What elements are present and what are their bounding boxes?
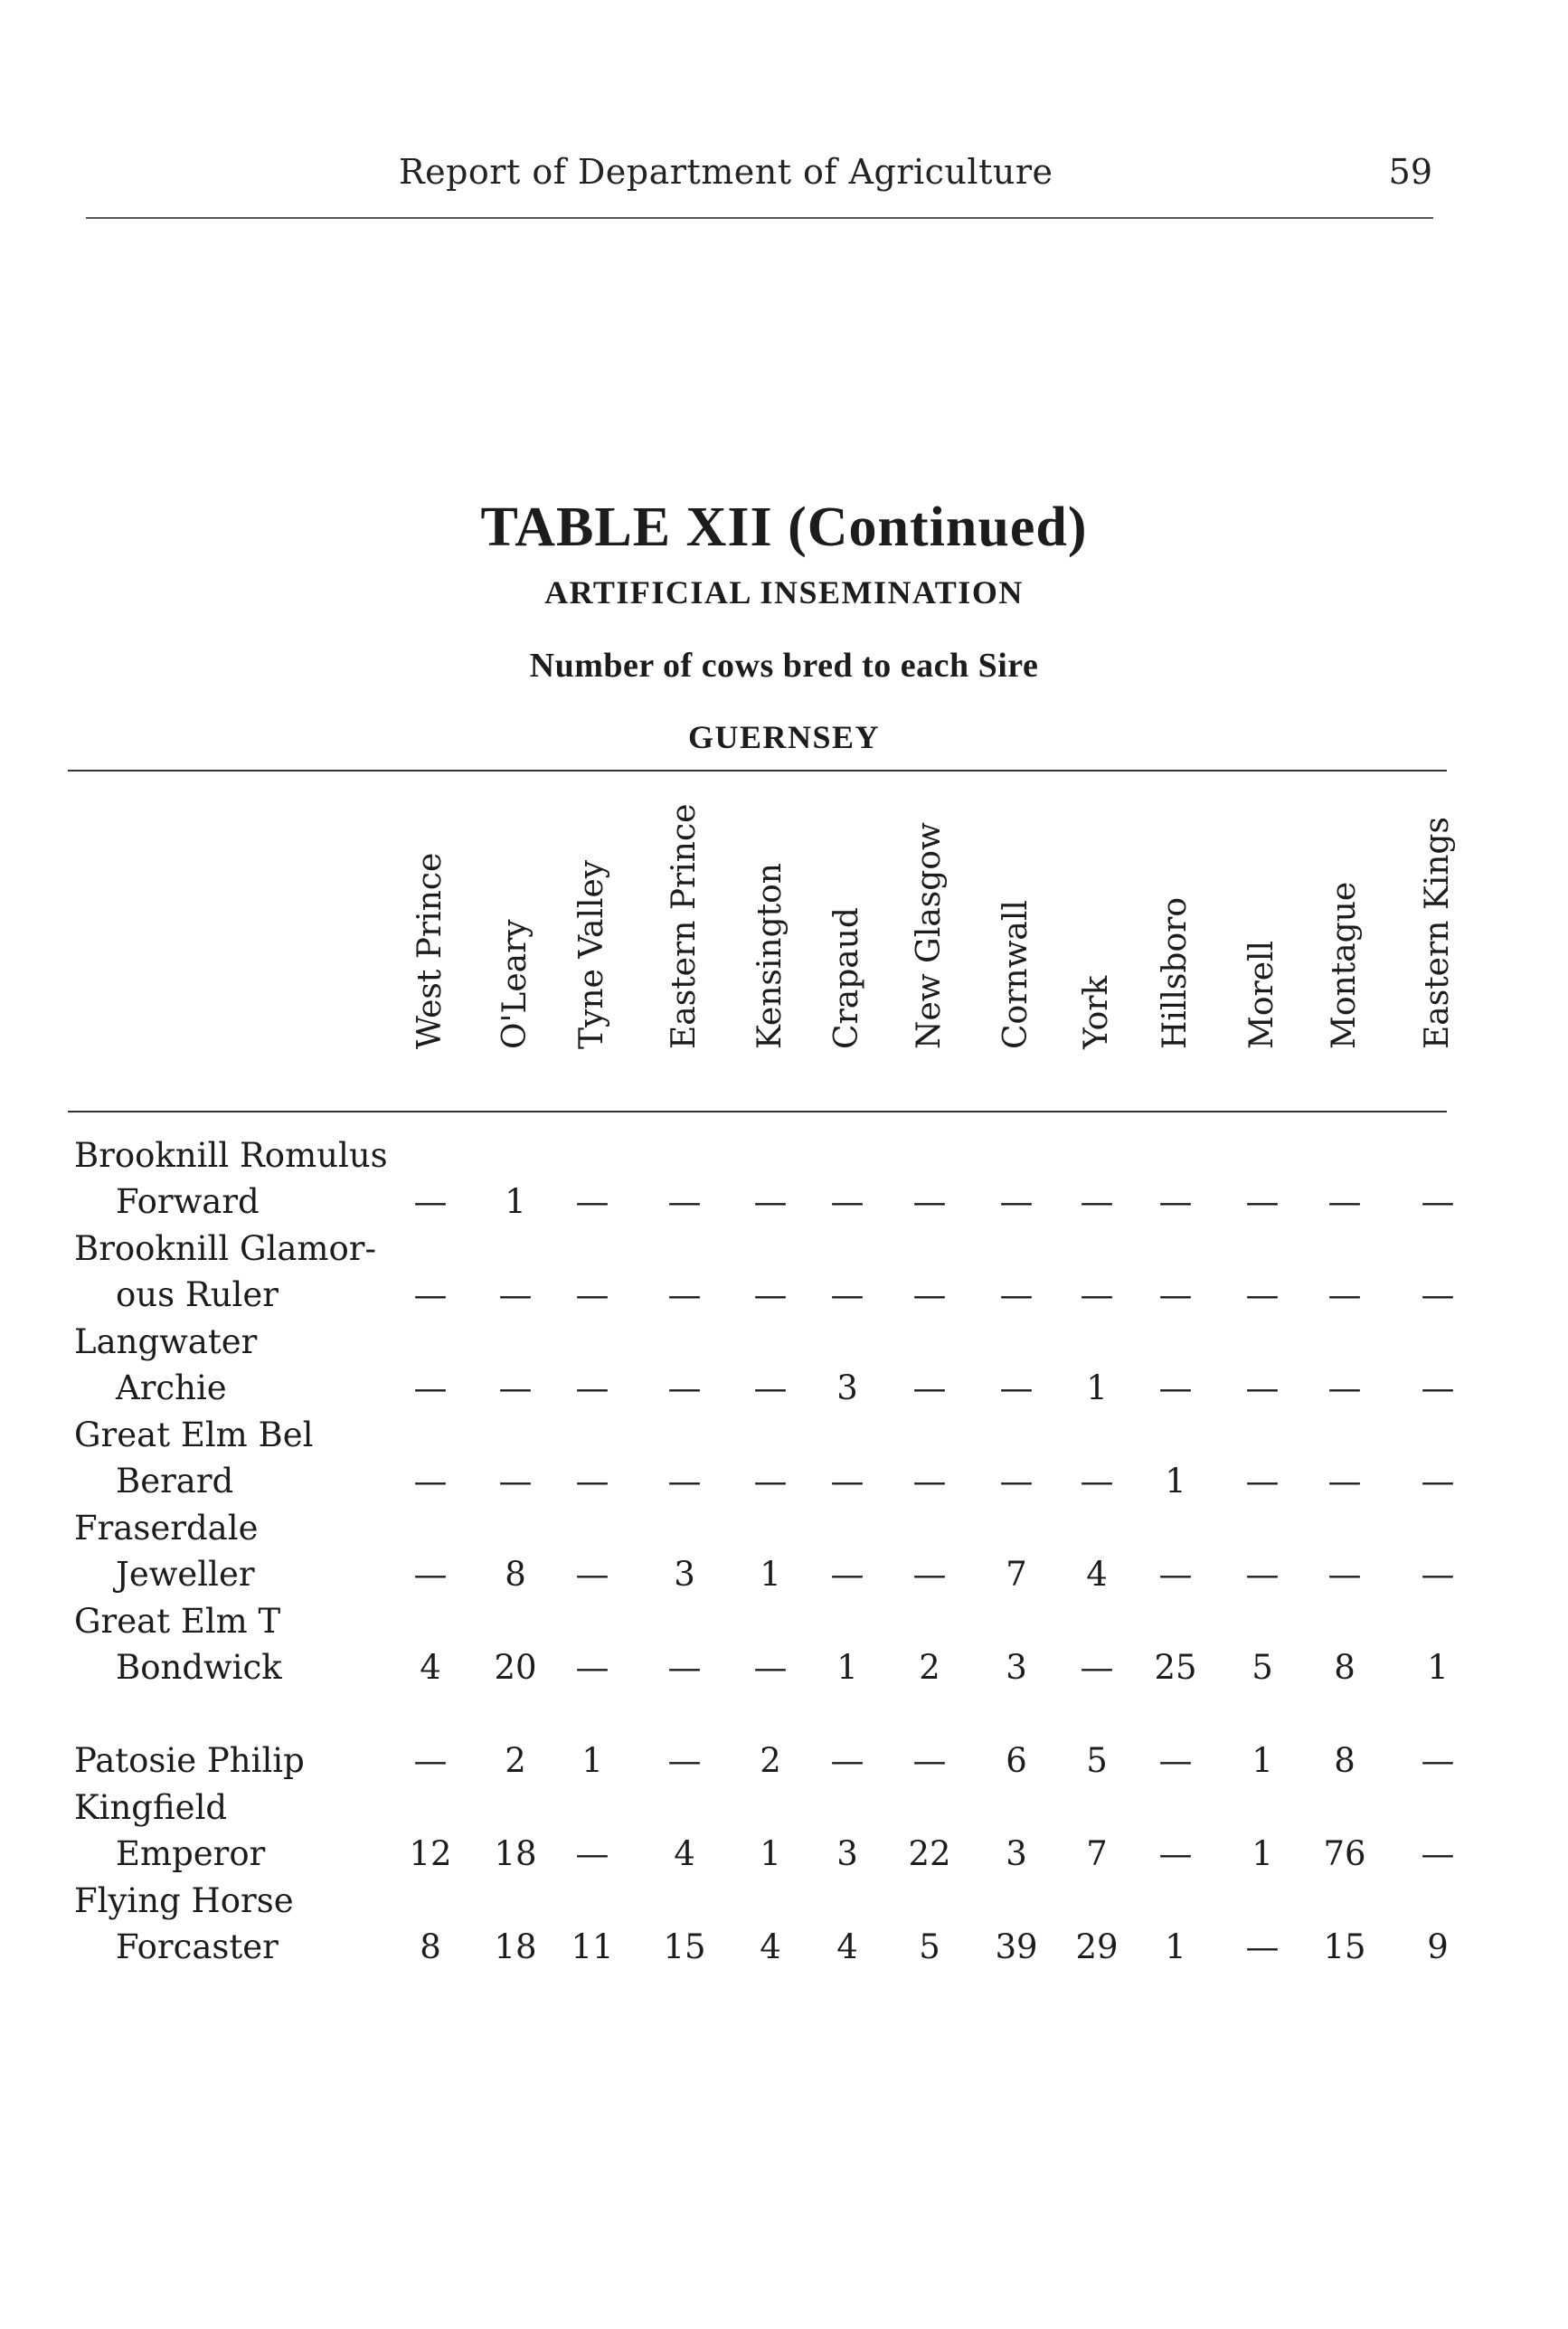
table-cell: —	[1245, 1927, 1280, 1966]
column-header-label: Eastern Prince	[666, 803, 703, 1049]
table-cell: 76	[1323, 1834, 1366, 1873]
table-cell: —	[830, 1555, 864, 1594]
table-cell: 3	[836, 1834, 858, 1873]
table-cell: 8	[420, 1927, 441, 1966]
sire-name-line2: Emperor	[116, 1834, 266, 1873]
table-cell: —	[498, 1275, 533, 1314]
sire-name-line2: Forward	[116, 1182, 260, 1221]
table-cell: —	[1158, 1741, 1193, 1780]
column-header-label: Eastern Kings	[1419, 817, 1456, 1049]
table-cell: 1	[505, 1182, 526, 1221]
sire-name-line2: Forcaster	[116, 1927, 279, 1966]
table-cell: —	[1421, 1555, 1455, 1594]
table-cell: 18	[494, 1927, 537, 1966]
table-cell: —	[1327, 1555, 1362, 1594]
table-cell: 4	[674, 1834, 695, 1873]
column-header-label: Montague	[1326, 881, 1363, 1049]
table-cell: —	[999, 1462, 1034, 1501]
table-cell: 4	[420, 1648, 441, 1687]
table-cell: —	[1245, 1275, 1280, 1314]
table-cell: —	[1080, 1648, 1114, 1687]
table-cell: —	[667, 1741, 702, 1780]
table-cell: —	[830, 1275, 864, 1314]
column-header-label: York	[1078, 975, 1115, 1049]
table-cell: 2	[919, 1648, 940, 1687]
table-cell: 4	[836, 1927, 858, 1966]
table-cell: 1	[1252, 1834, 1273, 1873]
column-header-label: Morell	[1243, 940, 1280, 1049]
table-cell: —	[999, 1368, 1034, 1407]
breed-label: GUERNSEY	[687, 719, 881, 755]
table-cell: 5	[1252, 1648, 1273, 1687]
table-cell: —	[1421, 1368, 1455, 1407]
table-cell: 7	[1086, 1834, 1108, 1873]
table-cell: 5	[1086, 1741, 1108, 1780]
table-cell: —	[575, 1648, 609, 1687]
table-cell: 15	[1323, 1927, 1366, 1966]
table-top-rule	[68, 770, 1447, 772]
table-cell: 5	[919, 1927, 940, 1966]
sire-name-line2: Berard	[116, 1462, 234, 1501]
table-cell: —	[1327, 1368, 1362, 1407]
table-cell: —	[1327, 1462, 1362, 1501]
table-cell: —	[1158, 1834, 1193, 1873]
table-cell: —	[830, 1182, 864, 1221]
column-header-label: O'Leary	[496, 919, 534, 1049]
column-header-label: New Glasgow	[911, 822, 948, 1049]
table-cell: —	[498, 1368, 533, 1407]
table-cell: 3	[1006, 1648, 1027, 1687]
table-cell: 1	[1165, 1462, 1186, 1501]
header-bottom-rule	[68, 1111, 1447, 1112]
table-cell: —	[912, 1275, 947, 1314]
table-cell: 29	[1075, 1927, 1119, 1966]
table-cell: —	[1080, 1275, 1114, 1314]
table-cell: 4	[1086, 1555, 1108, 1594]
table-cell: 18	[494, 1834, 537, 1873]
running-head	[0, 152, 1568, 206]
table-cell: —	[999, 1182, 1034, 1221]
table-cell: —	[1327, 1182, 1362, 1221]
running-head-title: Report of Department of Agriculture	[399, 152, 1053, 192]
table-cell: —	[1158, 1182, 1193, 1221]
table-cell: —	[1245, 1555, 1280, 1594]
table-cell: 8	[1334, 1741, 1355, 1780]
table-cell: —	[413, 1741, 448, 1780]
sire-name-line1: Langwater	[74, 1322, 258, 1361]
table-cell: 1	[581, 1741, 603, 1780]
table-cell: 22	[908, 1834, 951, 1873]
column-header-label: Cornwall	[997, 900, 1034, 1049]
table-cell: —	[575, 1368, 609, 1407]
table-title: TABLE XII (Continued)	[480, 497, 1088, 558]
sire-name-line2: Patosie Philip	[74, 1741, 305, 1780]
column-header-label: Tyne Valley	[573, 859, 610, 1049]
table-cell: 6	[1006, 1741, 1027, 1780]
table-cell: —	[753, 1182, 788, 1221]
table-cell: —	[667, 1368, 702, 1407]
table-cell: —	[912, 1182, 947, 1221]
table-cell: —	[1245, 1182, 1280, 1221]
sire-name-line1: Flying Horse	[74, 1881, 294, 1920]
column-header-label: Kensington	[751, 863, 789, 1049]
table-cell: 1	[760, 1834, 781, 1873]
table-cell: —	[413, 1462, 448, 1501]
table-cell: 1	[1427, 1648, 1449, 1687]
table-cell: —	[498, 1462, 533, 1501]
table-cell: —	[575, 1555, 609, 1594]
table-cell: —	[1245, 1462, 1280, 1501]
table-cell: 9	[1427, 1927, 1449, 1966]
table-cell: 11	[571, 1927, 614, 1966]
table-cell: —	[912, 1368, 947, 1407]
table-cell: 3	[1006, 1834, 1027, 1873]
table-cell: —	[575, 1462, 609, 1501]
table-cell: —	[1080, 1462, 1114, 1501]
table-caption: Number of cows bred to each Sire	[529, 647, 1039, 685]
table-cell: —	[667, 1648, 702, 1687]
sire-name-line1: Brooknill Romulus	[74, 1136, 388, 1175]
sire-name-line2: Jeweller	[116, 1555, 255, 1594]
table-cell: —	[1158, 1275, 1193, 1314]
page-number: 59	[1388, 152, 1432, 192]
column-header-label: Hillsboro	[1157, 896, 1194, 1049]
table-cell: —	[1421, 1182, 1455, 1221]
table-cell: 39	[995, 1927, 1038, 1966]
table-cell: —	[753, 1275, 788, 1314]
table-cell: 8	[1334, 1648, 1355, 1687]
table-cell: —	[575, 1182, 609, 1221]
table-cell: —	[830, 1462, 864, 1501]
table-cell: 1	[1086, 1368, 1108, 1407]
column-header-label: Crapaud	[828, 907, 865, 1049]
table-cell: 25	[1154, 1648, 1197, 1687]
table-cell: —	[667, 1275, 702, 1314]
sire-name-line2: ous Ruler	[116, 1275, 279, 1314]
table-cell: —	[1158, 1368, 1193, 1407]
table-cell: 4	[760, 1927, 781, 1966]
table-cell: —	[1421, 1462, 1455, 1501]
table-subtitle: ARTIFICIAL INSEMINATION	[544, 574, 1024, 611]
table-cell: —	[1158, 1555, 1193, 1594]
table-cell: —	[912, 1555, 947, 1594]
table-cell: —	[413, 1555, 448, 1594]
table-cell: 1	[1252, 1741, 1273, 1780]
running-head-rule	[86, 217, 1433, 219]
table-cell: —	[999, 1275, 1034, 1314]
table-cell: —	[753, 1462, 788, 1501]
table-cell: 8	[505, 1555, 526, 1594]
column-header-label: West Prince	[411, 852, 449, 1049]
table-cell: —	[1421, 1275, 1455, 1314]
table-cell: —	[1245, 1368, 1280, 1407]
table-cell: 15	[663, 1927, 706, 1966]
table-cell: 3	[674, 1555, 695, 1594]
table-cell: —	[413, 1182, 448, 1221]
table-cell: 7	[1006, 1555, 1027, 1594]
sire-name-line1: Kingfield	[74, 1788, 228, 1827]
sire-name-line2: Archie	[116, 1368, 227, 1407]
table-cell: 1	[760, 1555, 781, 1594]
table-cell: —	[667, 1462, 702, 1501]
sire-name-line1: Great Elm Bel	[74, 1415, 314, 1454]
table-cell: —	[413, 1275, 448, 1314]
table-cell: —	[413, 1368, 448, 1407]
table-cell: 3	[836, 1368, 858, 1407]
sire-name-line1: Brooknill Glamor-	[74, 1229, 376, 1268]
sire-name-line1: Great Elm T	[74, 1602, 281, 1641]
table-cell: —	[753, 1648, 788, 1687]
table-cell: —	[912, 1462, 947, 1501]
table-cell: 1	[836, 1648, 858, 1687]
table-cell: —	[830, 1741, 864, 1780]
table-cell: 2	[505, 1741, 526, 1780]
table-cell: —	[1421, 1741, 1455, 1780]
table-cell: 20	[494, 1648, 537, 1687]
table-cell: —	[575, 1834, 609, 1873]
table-cell: —	[1080, 1182, 1114, 1221]
table-cell: 1	[1165, 1927, 1186, 1966]
table-cell: 2	[760, 1741, 781, 1780]
table-cell: 12	[409, 1834, 452, 1873]
table-cell: —	[575, 1275, 609, 1314]
table-cell: —	[667, 1182, 702, 1221]
table-cell: —	[912, 1741, 947, 1780]
table-cell: —	[1421, 1834, 1455, 1873]
table-cell: —	[1327, 1275, 1362, 1314]
sire-name-line2: Bondwick	[116, 1648, 282, 1687]
sire-name-line1: Fraserdale	[74, 1509, 259, 1548]
table-cell: —	[753, 1368, 788, 1407]
